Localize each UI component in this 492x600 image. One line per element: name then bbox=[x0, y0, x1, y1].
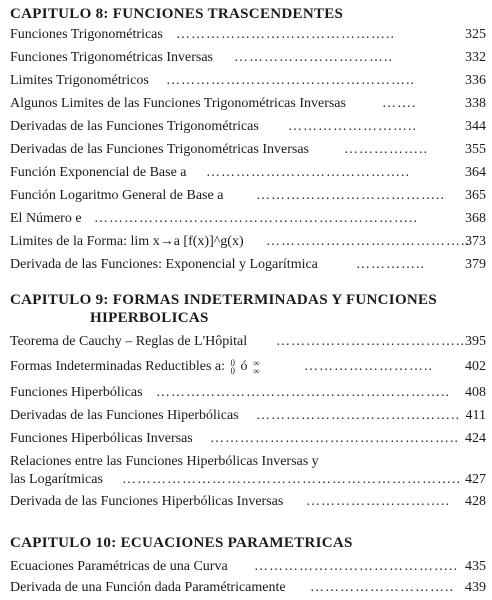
toc-entry[interactable] bbox=[10, 332, 488, 352]
fraction-inf-over-inf: ∞ ∞ bbox=[253, 357, 260, 376]
connector: ó bbox=[240, 359, 248, 374]
entry-title: Funciones Trigonométricas bbox=[10, 27, 163, 42]
page-number: 364 bbox=[465, 165, 486, 180]
toc-entry[interactable] bbox=[10, 406, 488, 426]
leader-dots: ………………………………….. bbox=[254, 559, 458, 574]
leader-dots: ………………………………………………………….. bbox=[122, 472, 461, 487]
chapter-9-title-line2: HIPERBOLICAS bbox=[90, 310, 209, 326]
leader-dots: ……………………….. bbox=[306, 494, 450, 509]
entry-title: Derivadas de las Funciones Trigonométricas bbox=[10, 119, 259, 134]
entry-title: Teorema de Cauchy – Reglas de L'Hôpital bbox=[10, 334, 248, 349]
leader-dots: ……………………………….. bbox=[276, 334, 465, 349]
page-number: 408 bbox=[465, 385, 486, 400]
toc-entry[interactable] bbox=[10, 25, 488, 45]
page-number: 338 bbox=[465, 96, 486, 111]
entry-title: Función Logaritmo General de Base a bbox=[10, 188, 224, 203]
page-number: 395 bbox=[465, 334, 486, 349]
fraction-zero-over-zero: 0 0 bbox=[230, 357, 235, 376]
entry-title: Funciones Hiperbólicas bbox=[10, 385, 143, 400]
entry-title: Derivadas de las Funciones Hiperbólicas bbox=[10, 408, 239, 423]
leader-dots: ………………………………….. bbox=[266, 234, 470, 249]
page-number: 439 bbox=[465, 580, 486, 595]
page-number: 411 bbox=[465, 408, 486, 423]
leader-dots: ………………………………….. bbox=[206, 165, 410, 180]
toc-entry[interactable] bbox=[10, 383, 488, 403]
page-number: 332 bbox=[465, 50, 486, 65]
entry-title: Derivada de una Función dada Paramétricamente bbox=[10, 580, 286, 595]
entry-title-text: Formas Indeterminadas Reductibles a: bbox=[10, 359, 225, 374]
leader-dots: ………….. bbox=[356, 257, 425, 272]
leader-dots: ……………………………….. bbox=[256, 188, 445, 203]
entry-title: Función Exponencial de Base a bbox=[10, 165, 187, 180]
leader-dots: …………………….. bbox=[304, 359, 433, 374]
page-number: 424 bbox=[465, 431, 486, 446]
page-number: 379 bbox=[465, 257, 486, 272]
leader-dots: ………………………………………….. bbox=[166, 73, 415, 88]
entry-title: Limites Trigonométricos bbox=[10, 73, 149, 88]
toc-entry[interactable] bbox=[10, 71, 488, 91]
chapter-10-title: CAPITULO 10: ECUACIONES PARAMETRICAS bbox=[10, 535, 353, 551]
entry-title: Derivadas de las Funciones Trigonométricas Inversas bbox=[10, 142, 309, 157]
page-number: 336 bbox=[465, 73, 486, 88]
toc-entry[interactable] bbox=[10, 557, 488, 577]
entry-title: Funciones Trigonométricas Inversas bbox=[10, 50, 213, 65]
entry-title: Funciones Hiperbólicas Inversas bbox=[10, 431, 193, 446]
page-number: 435 bbox=[465, 559, 486, 574]
leader-dots: …………………………………….. bbox=[176, 27, 395, 42]
toc-entry[interactable] bbox=[10, 209, 488, 229]
entry-title: Ecuaciones Paramétricas de una Curva bbox=[10, 559, 228, 574]
entry-title: Algunos Limites de las Funciones Trigonométricas Inversas bbox=[10, 96, 346, 111]
page-number: 427 bbox=[465, 472, 486, 487]
toc-entry[interactable] bbox=[10, 140, 488, 160]
page-number: 325 bbox=[465, 27, 486, 42]
toc-entry[interactable] bbox=[10, 357, 488, 377]
leader-dots: …………………….. bbox=[288, 119, 417, 134]
page-number: 344 bbox=[465, 119, 486, 134]
toc-entry[interactable] bbox=[10, 429, 488, 449]
leader-dots: ……. bbox=[382, 96, 417, 111]
toc-entry[interactable] bbox=[10, 492, 488, 512]
page-number: 373 bbox=[465, 234, 486, 249]
entry-title: Derivada de las Funciones Hiperbólicas Inversas bbox=[10, 494, 284, 509]
leader-dots: ………………………………….. bbox=[256, 408, 460, 423]
toc-entry[interactable] bbox=[10, 255, 488, 275]
leader-dots: ……………………….. bbox=[310, 580, 454, 595]
page-number: 355 bbox=[465, 142, 486, 157]
entry-title-line1: Relaciones entre las Funciones Hiperbólicas Inversas y bbox=[10, 454, 319, 469]
toc-entry[interactable] bbox=[10, 117, 488, 137]
entry-title: El Número e bbox=[10, 211, 82, 226]
toc-entry[interactable] bbox=[10, 48, 488, 68]
entry-title: Derivada de las Funciones: Exponencial y Logarítmica bbox=[10, 257, 318, 272]
leader-dots: ………………………………………….. bbox=[210, 431, 459, 446]
toc-entry[interactable] bbox=[10, 163, 488, 183]
leader-dots: …………….. bbox=[344, 142, 428, 157]
toc-entry[interactable] bbox=[10, 578, 488, 598]
chapter-9-title: CAPITULO 9: FORMAS INDETERMINADAS Y FUNCIONES bbox=[10, 292, 437, 308]
page-number: 368 bbox=[465, 211, 486, 226]
leader-dots: ………………………………………………….. bbox=[156, 385, 450, 400]
page-number: 428 bbox=[465, 494, 486, 509]
page-number: 365 bbox=[465, 188, 486, 203]
toc-entry[interactable] bbox=[10, 232, 488, 252]
toc-entry[interactable] bbox=[10, 186, 488, 206]
toc-entry[interactable] bbox=[10, 94, 488, 114]
leader-dots: ……………………………………………………….. bbox=[94, 211, 418, 226]
entry-title-line2: las Logarítmicas bbox=[10, 472, 103, 487]
leader-dots: ………………………….. bbox=[234, 50, 393, 65]
chapter-8-title: CAPITULO 8: FUNCIONES TRASCENDENTES bbox=[10, 6, 344, 22]
toc-entry[interactable] bbox=[10, 452, 488, 490]
entry-title bbox=[10, 357, 261, 377]
page-number: 402 bbox=[465, 359, 486, 374]
entry-title: Limites de la Forma: lim x→a [f(x)]^g(x) bbox=[10, 234, 244, 249]
